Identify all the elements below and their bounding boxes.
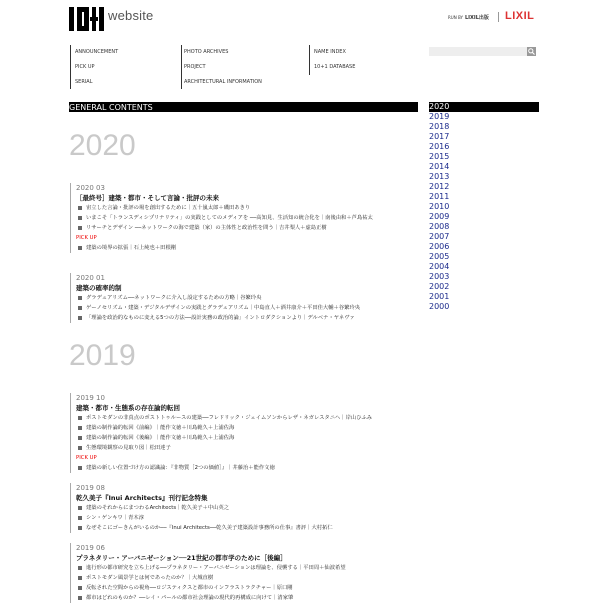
nav-database[interactable]: 10+1 DATABASE	[314, 64, 356, 70]
year-link-2010[interactable]: 2010	[429, 202, 450, 211]
article-link[interactable]: 建築の制作論的転回《前編》｜能作文徳＋川島範久＋上浦佐海	[76, 423, 425, 433]
search-input[interactable]	[429, 47, 528, 56]
site-logo[interactable]	[69, 5, 153, 31]
year-link-2004[interactable]: 2004	[429, 262, 450, 271]
nav-pick-up[interactable]: PICK UP	[75, 64, 95, 70]
year-link-2011[interactable]: 2011	[429, 192, 450, 201]
year-link-2003[interactable]: 2003	[429, 272, 450, 281]
year-link-2007[interactable]: 2007	[429, 232, 450, 241]
article-link[interactable]: 進行形の都市研究を立ち上げる──プラネタリー・アーバニゼーションは理論を、侵襲する｜平田周＋仙波希望	[76, 563, 425, 573]
search-icon	[528, 48, 535, 55]
run-by-label: RUN BY LIXIL出版	[448, 15, 489, 21]
year-link-2012[interactable]: 2012	[429, 182, 450, 191]
nav-column-3	[309, 45, 310, 75]
issue-date: 2019 06	[76, 544, 105, 552]
pickup-article-link[interactable]: 建築の境界の拡張｜石上純也＋田根剛	[76, 243, 425, 253]
article-link[interactable]: 反転された空間からの視角──ロジスティクスと都市のインフラストラクチャー｜原口剛	[76, 583, 425, 593]
issue-title-link[interactable]: プラネタリー・アーバニゼーション──21世紀の都市学のために［後編］	[76, 554, 287, 562]
article-link[interactable]: 「理論を政治的なものに変える5つの方法──設計実務の政治的論」イントロダクションより｜デルベナ・ヤネヴァ	[76, 313, 425, 323]
year-list	[429, 102, 539, 312]
article-link[interactable]: 宙立した言論・批評の場を創出するために｜五十嵐太郎＋磯田あきり	[76, 203, 425, 213]
lixil-logo[interactable]: LIXIL	[505, 10, 535, 22]
nav-project[interactable]: PROJECT	[184, 64, 206, 70]
year-link-2006[interactable]: 2006	[429, 242, 450, 251]
article-link[interactable]: リサーチとデザイン ──ネットワークの海で建築（家）の主体性と政治性を問う｜吉井梨人＋虚島正樹	[76, 223, 425, 233]
issue-title-link[interactable]: 建築・都市・生態系の存在論的転回	[76, 404, 180, 412]
year-link-2001[interactable]: 2001	[429, 292, 450, 301]
article-link[interactable]: ゲーノセリズム・建築・デジタルデザインの実践とグラデュアリズム｜中島直人＋酒井康介＋平田佳大輔＋谷繁玲央	[76, 303, 425, 313]
year-link-2013[interactable]: 2013	[429, 172, 450, 181]
issue-date: 2019 08	[76, 484, 105, 492]
year-link-2020[interactable]: 2020	[429, 102, 539, 112]
nav-photo-archives[interactable]: PHOTO ARCHIVES	[184, 49, 229, 55]
year-link-2019[interactable]: 2019	[429, 112, 450, 121]
issue-title-link[interactable]: 乾久美子『Inui Architects』刊行記念特集	[76, 494, 208, 502]
pickup-article-link[interactable]: 建築の新しい位置づけ方の認識論：『非物質［2つの価値］』｜井藤治＋能作文徳	[76, 463, 425, 473]
nav-architectural-information[interactable]: ARCHITECTURAL INFORMATION	[184, 79, 262, 85]
year-link-2000[interactable]: 2000	[429, 302, 450, 311]
issue-date: 2020 01	[76, 274, 105, 282]
issue-date: 2020 03	[76, 184, 105, 192]
nav-announcement[interactable]: ANNOUNCEMENT	[75, 49, 119, 55]
year-link-2002[interactable]: 2002	[429, 282, 450, 291]
issue-block	[70, 543, 425, 603]
nav-column-2-lower	[181, 66, 182, 89]
year-link-2014[interactable]: 2014	[429, 162, 450, 171]
article-link[interactable]: なぜそこにゴーきんがいるのか──『Inui Architects──乾久美子建築設計事務所の仕事』書評｜大村拓仁	[76, 523, 425, 533]
search-button[interactable]	[527, 47, 536, 56]
year-link-2009[interactable]: 2009	[429, 212, 450, 221]
year-link-2018[interactable]: 2018	[429, 122, 450, 131]
issue-block	[70, 273, 425, 323]
year-heading: 2019	[69, 339, 136, 372]
pickup-label[interactable]: PICK UP	[76, 455, 97, 461]
article-link[interactable]: ポストモダンの非真点のポストトゥルースの建築──フレドリック・ジェイムソンからレザ・ネガレスタニへ｜岸山ひふみ	[76, 413, 425, 423]
article-link[interactable]: ポストモダン風景学とは何であったのか？｜大城直樹	[76, 573, 425, 583]
header-divider	[498, 12, 499, 22]
issue-block	[70, 483, 425, 533]
nav-column-2	[181, 45, 182, 67]
pickup-label[interactable]: PICK UP	[76, 235, 97, 241]
issue-block	[70, 393, 425, 473]
logo-word: website	[108, 8, 154, 23]
article-link[interactable]: 建築の制作論的転回《後編》｜能作文徳＋川島範久＋上浦佐海	[76, 433, 425, 443]
issue-title-link[interactable]: ［最終号］建築・都市・そして言論・批評の未来	[76, 194, 219, 202]
nav-column-1	[70, 45, 71, 67]
article-link[interactable]: 生態環境観察の見取り図｜松田達子	[76, 443, 425, 453]
year-link-2015[interactable]: 2015	[429, 152, 450, 161]
article-link[interactable]: シン・ゲンキワ｜青木淳	[76, 513, 425, 523]
article-link[interactable]: 都市はどれのものか？──レイ・パールの都市社会理論の現代的再構成に向けて｜清家肇	[76, 593, 425, 603]
issue-title-link[interactable]: 建築の確率的制	[76, 284, 122, 292]
article-link[interactable]: グラデュアリズム──ネットワークに介入し設定するための方略｜谷繁玲央	[76, 293, 425, 303]
article-link[interactable]: いまこそ「トランスディシプリナリティ」の実践としてのメディアを ──高知見、生活知の統合化を｜南後由和＋芦島祐太	[76, 213, 425, 223]
section-title: GENERAL CONTENTS	[69, 102, 418, 112]
nav-name-index[interactable]: NAME INDEX	[314, 49, 346, 55]
year-heading: 2020	[69, 129, 136, 162]
year-link-2008[interactable]: 2008	[429, 222, 450, 231]
year-link-2005[interactable]: 2005	[429, 252, 450, 261]
article-link[interactable]: 建築のそれからにまつわるArchitects｜乾久美子＋中山英之	[76, 503, 425, 513]
year-link-2017[interactable]: 2017	[429, 132, 450, 141]
year-link-2016[interactable]: 2016	[429, 142, 450, 151]
issue-block	[70, 183, 425, 253]
issue-date: 2019 10	[76, 394, 105, 402]
nav-serial[interactable]: SERIAL	[75, 79, 93, 85]
logo-mark	[69, 5, 104, 31]
nav-column-1-lower	[70, 66, 71, 89]
